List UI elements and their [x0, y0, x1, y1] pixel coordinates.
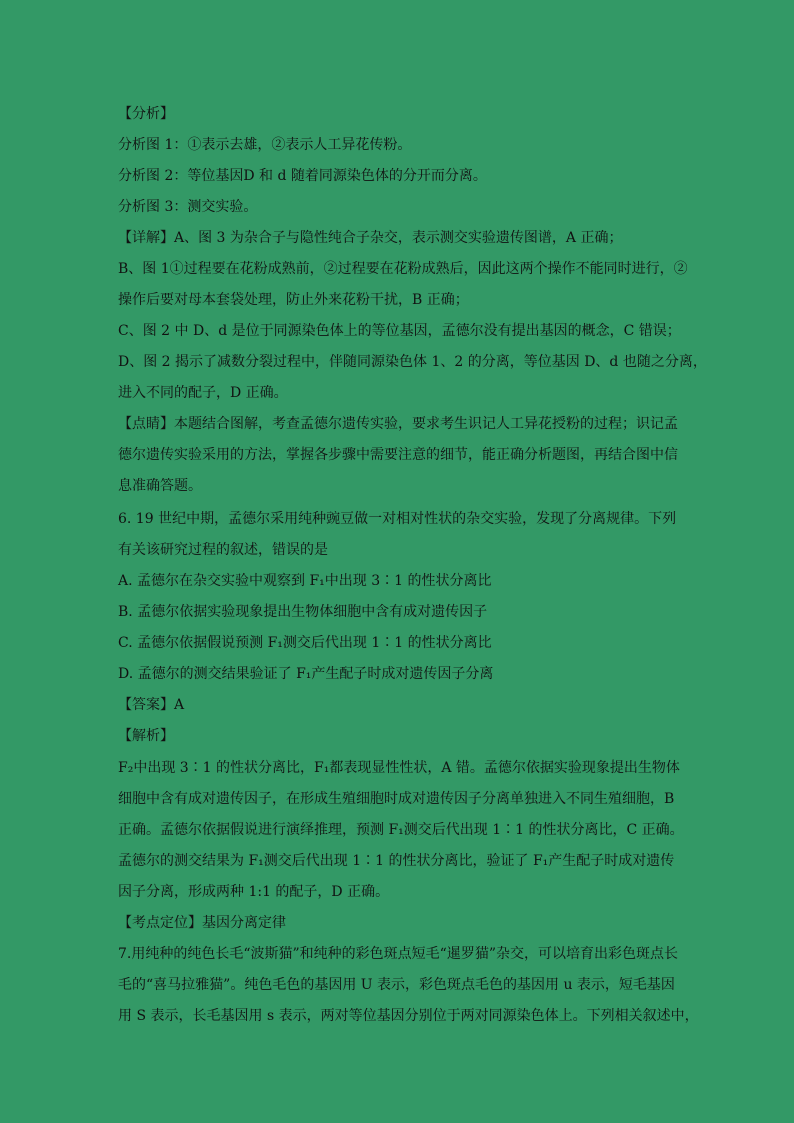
text-line: 分析图 3：测交实验。	[118, 199, 258, 215]
option-b: B. 孟德尔依据实验现象提出生物体细胞中含有成对遗传因子	[118, 604, 488, 620]
question-stem: 7.用纯种的纯色长毛“波斯猫”和纯种的彩色斑点短毛“暹罗猫”杂交，可以培育出彩色斑点长	[118, 946, 678, 962]
text-line: 孟德尔的测交结果为 F₁测交后代出现 1∶1 的性状分离比，验证了 F₁产生配子时成对遗传	[118, 853, 675, 869]
text-line: 因子分离，形成两种 1:1 的配子，D 正确。	[118, 884, 390, 900]
option-a: A. 孟德尔在杂交实验中观察到 F₁中出现 3∶1 的性状分离比	[118, 573, 492, 589]
answer-label: 【答案】A	[118, 697, 185, 713]
text-line: 德尔遗传实验采用的方法，掌握各步骤中需要注意的细节，能正确分析题图，再结合图中信	[118, 447, 678, 463]
analysis-label: 【解析】	[118, 728, 174, 744]
text-line: C、图 2 中 D、d 是位于同源染色体上的等位基因，孟德尔没有提出基因的概念，C 错误；	[118, 323, 681, 339]
text-line: 【详解】A、图 3 为杂合子与隐性纯合子杂交，表示测交实验遗传图谱，A 正确；	[118, 230, 623, 246]
text-line: D、图 2 揭示了减数分裂过程中，伴随同源染色体 1、2 的分离，等位基因 D、d 也随之分离，	[118, 354, 707, 370]
text-line: 【点睛】本题结合图解，考查孟德尔遗传实验，要求考生识记人工异花授粉的过程；识记孟	[118, 416, 678, 432]
question-stem: 有关该研究过程的叙述，错误的是	[118, 542, 328, 558]
question-stem: 用 S 表示，长毛基因用 s 表示，两对等位基因分别位于两对同源染色体上。下列相关叙述中，	[118, 1008, 699, 1024]
text-line: 【分析】	[118, 106, 174, 122]
knowledge-point: 【考点定位】基因分离定律	[118, 915, 286, 931]
text-line: 细胞中含有成对遗传因子，在形成生殖细胞时成对遗传因子分离单独进入不同生殖细胞，B	[118, 791, 675, 807]
text-line: 正确。孟德尔依据假说进行演绎推理，预测 F₁测交后代出现 1∶1 的性状分离比，C 正确。	[118, 822, 684, 838]
option-d: D. 孟德尔的测交结果验证了 F₁产生配子时成对遗传因子分离	[118, 666, 494, 682]
question-stem: 毛的“喜马拉雅猫”。纯色毛色的基因用 U 表示，彩色斑点毛色的基因用 u 表示，短毛基因	[118, 977, 675, 993]
text-line: 进入不同的配子，D 正确。	[118, 385, 288, 401]
question-stem: 6. 19 世纪中期，孟德尔采用纯种豌豆做一对相对性状的杂交实验，发现了分离规律。下列	[118, 511, 677, 527]
text-line: B、图 1①过程要在花粉成熟前，②过程要在花粉成熟后，因此这两个操作不能同时进行，②	[118, 261, 688, 277]
text-line: 息准确答题。	[118, 478, 202, 494]
text-line: F₂中出现 3∶1 的性状分离比，F₁都表现显性性状，A 错。孟德尔依据实验现象提出生物体	[118, 760, 680, 776]
text-line: 分析图 1：①表示去雄，②表示人工异花传粉。	[118, 137, 412, 153]
text-line: 分析图 2：等位基因D 和 d 随着同源染色体的分开而分离。	[118, 168, 487, 184]
text-line: 操作后要对母本套袋处理，防止外来花粉干扰，B 正确；	[118, 292, 469, 308]
option-c: C. 孟德尔依据假说预测 F₁测交后代出现 1∶1 的性状分离比	[118, 635, 492, 651]
